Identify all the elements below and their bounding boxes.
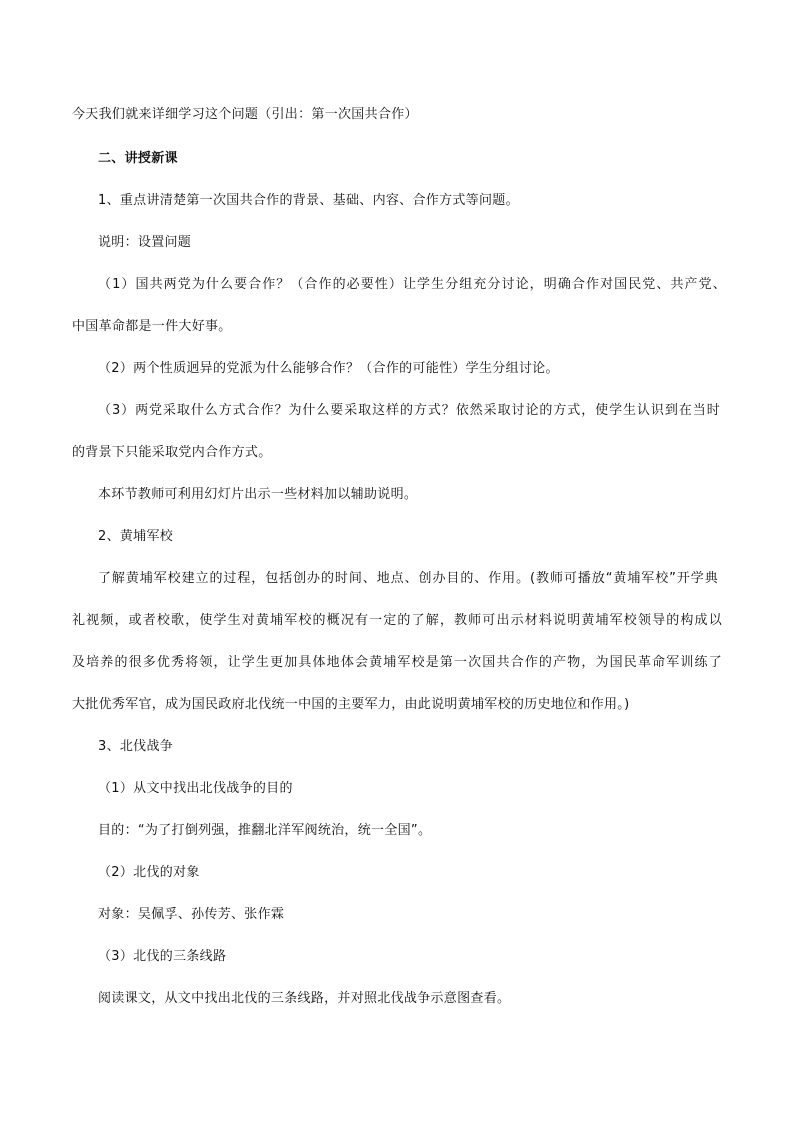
northern-expedition-routes-question: （3）北伐的三条线路 — [98, 949, 227, 964]
whampoa-paragraph-line-4: 大批优秀军官，成为国民政府北伐统一中国的主要军力，由此说明黄埔军校的历史地位和作用。) — [72, 697, 630, 712]
point-3-heading: 3、北伐战争 — [98, 739, 174, 754]
intro-line: 今天我们就来详细学习这个问题（引出：第一次国共合作） — [72, 107, 418, 122]
question-1-line-2: 中国革命都是一件大好事。 — [72, 319, 232, 334]
point-1-heading: 1、重点讲清楚第一次国共合作的背景、基础、内容、合作方式等问题。 — [98, 193, 519, 208]
question-3-line-2: 的背景下只能采取党内合作方式。 — [72, 445, 272, 460]
question-2: （2）两个性质迥异的党派为什么能够合作？（合作的可能性）学生分组讨论。 — [98, 361, 559, 376]
northern-expedition-targets: 对象：吴佩孚、孙传芳、张作霖 — [98, 907, 285, 922]
northern-expedition-targets-question: （2）北伐的对象 — [98, 865, 200, 880]
whampoa-paragraph-line-2: 礼视频，或者校歌，使学生对黄埔军校的概况有一定的了解，教师可出示材料说明黄埔军校领导的构成以 — [72, 613, 722, 628]
northern-expedition-purpose-question: （1）从文中找出北伐战争的目的 — [98, 781, 293, 796]
whampoa-paragraph-line-3: 及培养的很多优秀将领，让学生更加具体地体会黄埔军校是第一次国共合作的产物，为国民革命军训练了 — [72, 655, 722, 670]
teacher-note: 本环节教师可利用幻灯片出示一些材料加以辅助说明。 — [98, 487, 418, 502]
question-1-line-1: （1）国共两党为什么要合作？（合作的必要性）让学生分组充分讨论，明确合作对国民党、共产党、 — [98, 277, 726, 292]
explanation-label: 说明：设置问题 — [98, 235, 192, 250]
question-3-line-1: （3）两党采取什么方式合作？为什么要采取这样的方式？依然采取讨论的方式，使学生认识到在当时 — [98, 403, 720, 418]
point-2-heading: 2、黄埔军校 — [98, 529, 174, 544]
section-heading-new-lesson: 二、讲授新课 — [98, 151, 178, 166]
northern-expedition-purpose: 目的：“为了打倒列强，推翻北洋军阀统治，统一全国”。 — [98, 823, 432, 838]
northern-expedition-routes-instruction: 阅读课文，从文中找出北伐的三条线路，并对照北伐战争示意图查看。 — [98, 991, 511, 1006]
whampoa-paragraph-line-1: 了解黄埔军校建立的过程，包括创办的时间、地点、创办目的、作用。(教师可播放“黄埔军校”开学典 — [98, 571, 718, 586]
